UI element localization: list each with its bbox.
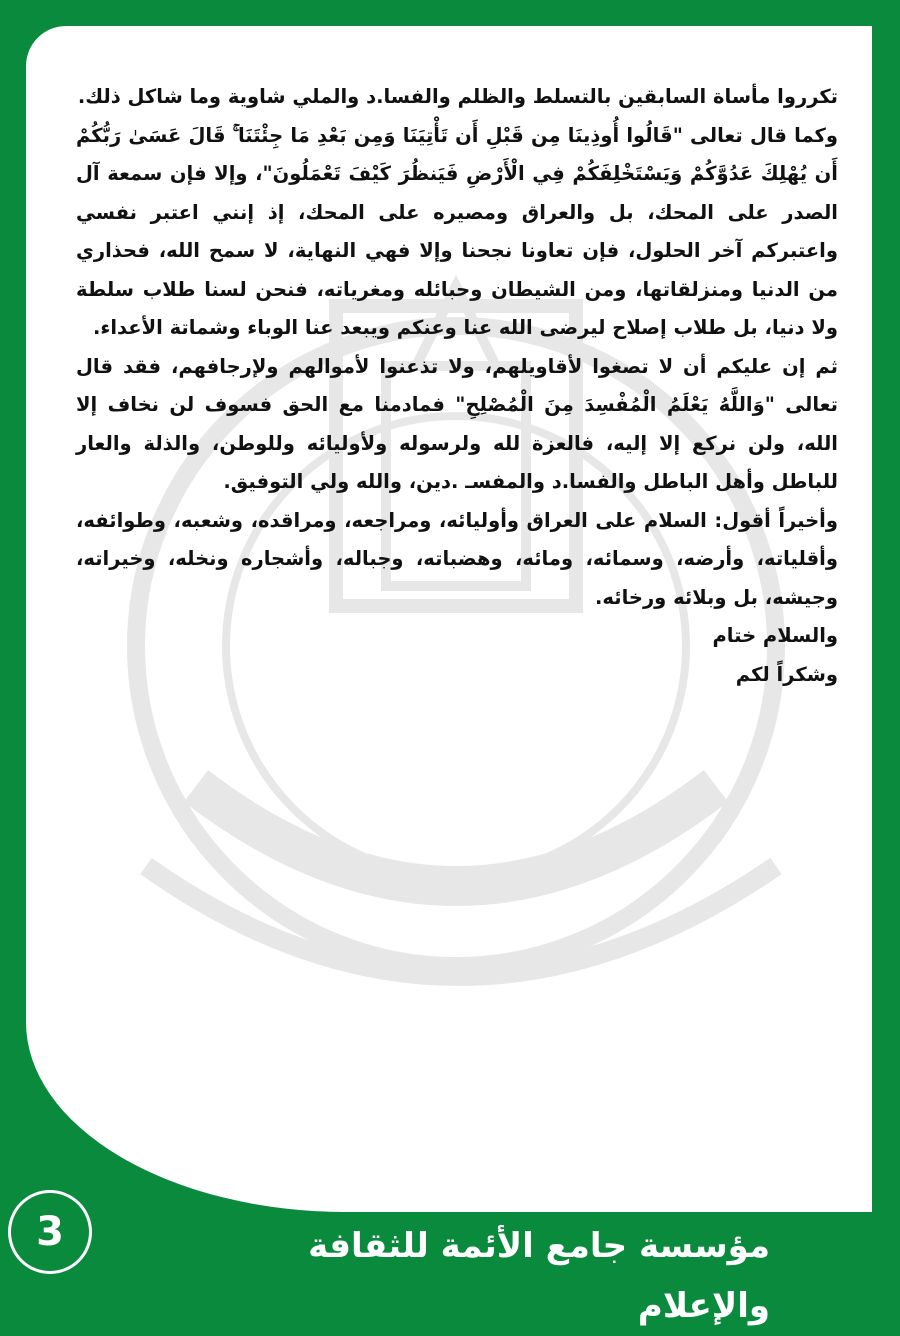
page-number-badge: 3 xyxy=(8,1190,92,1274)
paragraph-3: ثم إن عليكم أن لا تصغوا لأقاويلهم، ولا تذعنوا لأموالهم ولإرجافهم، فقد قال تعالى "وَاللَّهُ يَعْلَمُ الْمُفْسِدَ مِنَ الْمُصْلِحِ" فمادمنا مع الحق فسوف لن نخاف إلا الله، ولن نركع إلا إليه، فالعزة لله ولرسوله ولأوليائه وللوطن، والذلة والعار للباطل وأهل الباطل والفسا.د والمفسـ .دين، والله ولي التوفيق. xyxy=(76,354,838,493)
paragraph-1: تكرروا مأساة السابقين بالتسلط والظلم والفسا.د والملي شاوية وما شاكل ذلك. xyxy=(77,85,838,108)
paragraph-2: وكما قال تعالى "قَالُوا أُوذِينَا مِن قَبْلِ أَن تَأْتِيَنَا وَمِن بَعْدِ مَا جِئْتَنَا ۚ قَالَ عَسَىٰ رَبُّكُمْ أَن يُهْلِكَ عَدُوَّكُمْ وَيَسْتَخْلِفَكُمْ فِي الْأَرْضِ فَيَنظُرَ كَيْفَ تَعْمَلُونَ"، وإلا فإن سمعة آل الصدر على المحك، بل والعراق ومصيره على المحك، إذ إنني اعتبر نفسي واعتبركم آخر الحلول، فإن تعاونا نجحنا وإلا فهي النهاية، لا سمح الله، فحذاري من الدنيا ومنزلقاتها، ومن الشيطان وحبائله ومغرياته، فنحن لسنا طلاب سلطة ولا دنيا، بل طلاب إصلاح ليرضى الله عنا وعنكم ويبعد عنا الوباء وشماتة الأعداء. xyxy=(76,123,838,339)
closing-line: والسلام ختام xyxy=(712,624,838,647)
thanks-line: وشكراً لكم xyxy=(735,662,838,686)
footer-organization-title: مؤسسة جامع الأئمة للثقافة والإعلام xyxy=(308,1226,770,1326)
document-body xyxy=(76,78,838,694)
page-card xyxy=(26,26,872,1212)
paragraph-4: وأخيراً أقول: السلام على العراق وأوليائه، ومراجعه، ومراقده، وشعبه، وطوائفه، وأقلياته، وأرضه، وسمائه، ومائه، وهضباته، وجباله، وأشجاره ونخله، وخيراته، وجيشه، بل وبلائه ورخائه. xyxy=(76,508,838,609)
